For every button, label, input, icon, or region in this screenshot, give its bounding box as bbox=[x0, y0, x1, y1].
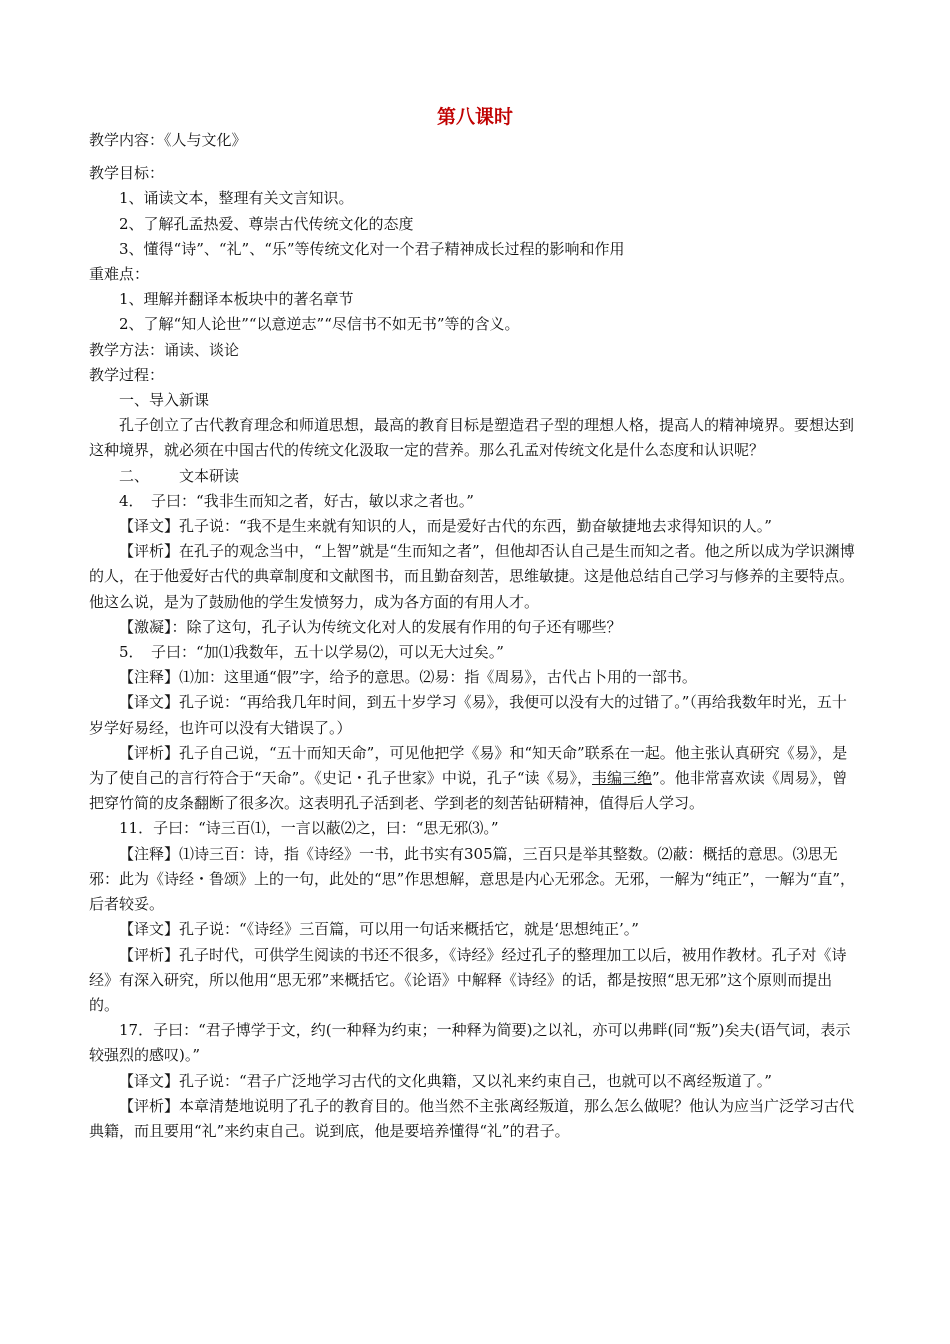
note-5 bbox=[89, 665, 859, 690]
comment-5 bbox=[89, 741, 859, 817]
quote-4: 4． 子曰：“我非生而知之者，好古，敏以求之者也。” bbox=[119, 491, 474, 510]
study-heading bbox=[89, 464, 859, 489]
spacer bbox=[89, 153, 859, 161]
goal-item: 3、懂得“诗”、“礼”、“乐”等传统文化对一个君子精神成长过程的影响和作用 bbox=[119, 239, 625, 258]
translation-tag: 【译文】 bbox=[119, 693, 180, 712]
intro-heading: 一、导入新课 bbox=[119, 391, 210, 410]
teaching-method: 教学方法：诵读、谈论 bbox=[89, 340, 240, 359]
process-label: 教学过程： bbox=[89, 365, 165, 384]
translation-text: 孔子说：“《诗经》三百篇，可以用一句话来概括它，就是‘思想纯正’。” bbox=[179, 920, 639, 939]
quote-17: 17．子曰：“君子博学于文，约(一种释为约束；一种释为简要)之以礼，亦可以弗畔(同“叛”)矣夫(语气词，表示较强烈的感叹)。” bbox=[89, 1021, 851, 1065]
comment-tag: 【评析】 bbox=[119, 743, 180, 762]
key-point-item: 2、了解“知人论世”“以意逆志”“尽信书不如无书”等的含义。 bbox=[119, 315, 520, 334]
goals-label: 教学目标： bbox=[89, 164, 165, 183]
translation-text: 孔子说：“君子广泛地学习古代的文化典籍，又以礼来约束自己，也就可以不离经叛道了。” bbox=[179, 1071, 772, 1090]
translation-tag: 【译文】 bbox=[119, 517, 180, 536]
key-points-label: 重难点： bbox=[89, 265, 150, 284]
note-11 bbox=[89, 842, 859, 918]
note-tag: 【注释】 bbox=[119, 844, 180, 863]
translation-17 bbox=[89, 1069, 859, 1094]
quote-5: 5． 子曰：“加⑴我数年，五十以学易⑵，可以无大过矣。” bbox=[119, 643, 504, 662]
page-title: 第八课时 bbox=[436, 106, 513, 128]
thinking-text: ：除了这句，孔子认为传统文化对人的发展有作用的句子还有哪些？ bbox=[171, 617, 622, 636]
document-body bbox=[89, 128, 859, 1144]
translation-5 bbox=[89, 690, 859, 740]
translation-tag: 【译文】 bbox=[119, 1071, 180, 1090]
translation-11 bbox=[89, 917, 859, 942]
comment-4 bbox=[89, 539, 859, 615]
comment-text: 孔子自己说，“五十而知天命”，可见他把学《易》和“知天命”联系在一起。他主张认真研究《易》，是为了使自己的言行符合于“天命”。《史记・孔子世家》中说，孔子“读《易》， bbox=[89, 743, 848, 788]
comment-tag: 【评析】 bbox=[119, 542, 180, 561]
translation-text: 孔子说：“再给我几年时间，到五十岁学习《易》，我便可以没有大的过错了。”（再给我数年时光，五十岁学好易经，也许可以没有大错误了。） bbox=[89, 693, 847, 737]
thinking-4 bbox=[89, 615, 859, 640]
comment-tag: 【评析】 bbox=[119, 945, 180, 964]
comment-17 bbox=[89, 1094, 859, 1144]
study-heading-text: 文本研读 bbox=[179, 466, 240, 485]
underlined-phrase: 韦编三绝 bbox=[592, 769, 653, 788]
translation-4 bbox=[89, 514, 859, 539]
study-heading-number: 二、 bbox=[119, 466, 150, 485]
intro-paragraph: 孔子创立了古代教育理念和师道思想，最高的教育目标是塑造君子型的理想人格，提高人的精神境界。要想达到这种境界，就必须在中国古代的传统文化汲取一定的营养。那么孔孟对传统文化是什么态度和认识呢？ bbox=[89, 416, 855, 460]
quote-11: 11．子曰：“诗三百⑴，一言以蔽⑵之，曰：“思无邪⑶。” bbox=[119, 819, 499, 838]
comment-text: 本章清楚地说明了孔子的教育目的。他当然不主张离经叛道，那么怎么做呢？他认为应当广泛学习古代典籍，而且要用“礼”来约束自己。说到底，他是要培养懂得“礼”的君子。 bbox=[89, 1096, 855, 1140]
note-text: ⑴诗三百：诗，指《诗经》一书，此书实有305篇，三百只是举其整数。⑵蔽：概括的意思。⑶思无邪：此为《诗经・鲁颂》上的一句，此处的“思”作思想解，意思是内心无邪念。无邪，一解为“纯正”，一解为“直”，后者较妥。 bbox=[89, 844, 856, 914]
note-tag: 【注释】 bbox=[119, 668, 180, 687]
goal-item: 1、诵读文本，整理有关文言知识。 bbox=[119, 189, 354, 208]
translation-tag: 【译文】 bbox=[119, 920, 180, 939]
translation-text: 孔子说：“我不是生来就有知识的人，而是爱好古代的东西，勤奋敏捷地去求得知识的人。” bbox=[179, 517, 772, 536]
key-point-item: 1、理解并翻译本板块中的著名章节 bbox=[119, 290, 354, 309]
goal-item: 2、了解孔孟热爱、尊崇古代传统文化的态度 bbox=[119, 214, 414, 233]
comment-text: 在孔子的观念当中，“上智”就是“生而知之者”，但他却否认自己是生而知之者。他之所以成为学识渊博的人，在于他爱好古代的典章制度和文献图书，而且勤奋刻苦，思维敏捷。这是他总结自己学习与修养的主要特点。他这么说，是为了鼓励他的学生发愤努力，成为各方面的有用人才。 bbox=[89, 542, 855, 611]
comment-text-cont: ”。他非常喜欢读《周易》，曾把穿竹简的皮条翻断了很多次。这表明孔子活到老、学到老的刻苦钻研精神，值得后人学习。 bbox=[89, 769, 848, 813]
thinking-tag: 【激凝】 bbox=[119, 617, 172, 636]
comment-tag: 【评析】 bbox=[119, 1096, 180, 1115]
comment-text: 孔子时代，可供学生阅读的书还不很多，《诗经》经过孔子的整理加工以后，被用作教材。孔子对《诗经》有深入研究，所以他用“思无邪”来概括它。《论语》中解释《诗经》的话，都是按照“思无邪”这个原则而提出的。 bbox=[89, 945, 847, 1014]
teaching-content: 教学内容：《人与文化》 bbox=[89, 131, 247, 149]
comment-11 bbox=[89, 943, 859, 1019]
note-text: ⑴加：这里通“假”字，给予的意思。⑵易：指《周易》，古代占卜用的一部书。 bbox=[179, 668, 697, 687]
